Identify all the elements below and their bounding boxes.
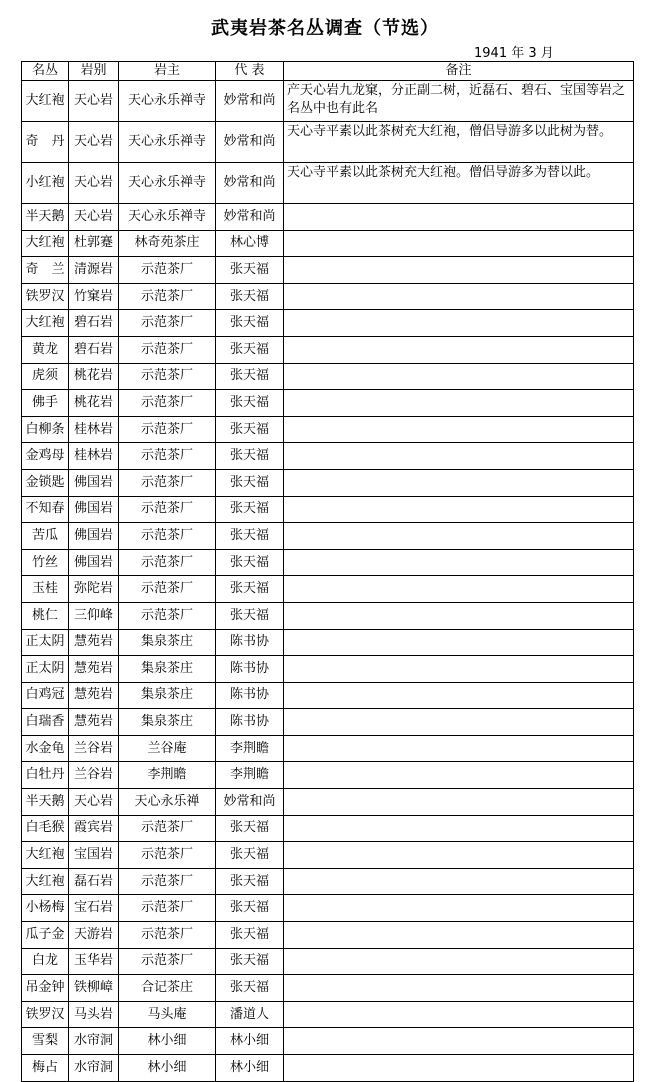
table-row: [22, 1001, 634, 1028]
header-cell-rock: 岩别: [69, 62, 119, 81]
cell-representative: 陈书协: [216, 682, 284, 709]
cell-tea-name: 不知春: [22, 496, 69, 523]
table-row: [22, 443, 634, 470]
cell-representative: 妙常和尚: [216, 163, 284, 204]
table-row: [22, 948, 634, 975]
cell-tea-name: 奇 兰: [22, 257, 69, 284]
cell-remarks: [284, 948, 634, 975]
cell-owner: 示范茶厂: [119, 496, 216, 523]
cell-representative: 林小细: [216, 1055, 284, 1082]
cell-remarks: [284, 469, 634, 496]
cell-representative: 妙常和尚: [216, 204, 284, 231]
cell-tea-name: 梅占: [22, 1055, 69, 1082]
cell-remarks: 天心寺平素以此茶树充大红袍。僧侣导游多为替以此。: [284, 163, 634, 204]
cell-representative: 妙常和尚: [216, 789, 284, 816]
cell-rock: 天心岩: [69, 163, 119, 204]
cell-remarks: [284, 735, 634, 762]
cell-tea-name: 水金龟: [22, 735, 69, 762]
header-cell-representative: 代 表: [216, 62, 284, 81]
cell-representative: 李荆瞻: [216, 735, 284, 762]
document-title: 武夷岩茶名丛调查（节选）: [211, 18, 439, 39]
cell-tea-name: 小红袍: [22, 163, 69, 204]
cell-remarks: [284, 390, 634, 417]
cell-representative: 张天福: [216, 390, 284, 417]
cell-remarks: [284, 1028, 634, 1055]
cell-rock: 慧苑岩: [69, 656, 119, 683]
cell-remarks: [284, 656, 634, 683]
cell-representative: 张天福: [216, 815, 284, 842]
cell-remarks: [284, 868, 634, 895]
cell-rock: 佛国岩: [69, 469, 119, 496]
cell-rock: 宝国岩: [69, 842, 119, 869]
cell-tea-name: 金鸡母: [22, 443, 69, 470]
cell-tea-name: 大红袍: [22, 81, 69, 122]
table-header-row: [22, 62, 634, 81]
cell-tea-name: 黄龙: [22, 336, 69, 363]
cell-rock: 竹窠岩: [69, 283, 119, 310]
cell-owner: 示范茶厂: [119, 416, 216, 443]
survey-date: 1941 年 3 月: [474, 46, 554, 61]
cell-owner: 示范茶厂: [119, 948, 216, 975]
cell-owner: 李荆瞻: [119, 762, 216, 789]
cell-owner: 天心永乐禅寺: [119, 122, 216, 163]
cell-owner: 天心永乐禅寺: [119, 163, 216, 204]
cell-tea-name: 瓜子金: [22, 922, 69, 949]
cell-representative: 潘道人: [216, 1001, 284, 1028]
cell-owner: 示范茶厂: [119, 257, 216, 284]
cell-tea-name: 桃仁: [22, 602, 69, 629]
cell-representative: 林心博: [216, 230, 284, 257]
cell-rock: 桃花岩: [69, 390, 119, 417]
cell-owner: 集泉茶庄: [119, 656, 216, 683]
cell-rock: 霞宾岩: [69, 815, 119, 842]
cell-representative: 李荆瞻: [216, 762, 284, 789]
cell-representative: 林小细: [216, 1028, 284, 1055]
header-cell-owner: 岩主: [119, 62, 216, 81]
cell-representative: 陈书协: [216, 709, 284, 736]
cell-rock: 弥陀岩: [69, 576, 119, 603]
cell-owner: 示范茶厂: [119, 922, 216, 949]
cell-rock: 天心岩: [69, 81, 119, 122]
cell-owner: 示范茶厂: [119, 576, 216, 603]
cell-rock: 铁柳嶂: [69, 975, 119, 1002]
cell-remarks: [284, 204, 634, 231]
cell-rock: 慧苑岩: [69, 682, 119, 709]
cell-rock: 天心岩: [69, 204, 119, 231]
cell-rock: 水帘洞: [69, 1028, 119, 1055]
cell-representative: 张天福: [216, 549, 284, 576]
cell-remarks: 天心寺平素以此茶树充大红袍，僧侣导游多以此树为替。: [284, 122, 634, 163]
cell-representative: 张天福: [216, 443, 284, 470]
cell-tea-name: 大红袍: [22, 868, 69, 895]
cell-remarks: [284, 682, 634, 709]
cell-tea-name: 金锁匙: [22, 469, 69, 496]
cell-owner: 示范茶厂: [119, 283, 216, 310]
cell-representative: 张天福: [216, 842, 284, 869]
cell-remarks: [284, 496, 634, 523]
cell-representative: 张天福: [216, 363, 284, 390]
cell-rock: 佛国岩: [69, 523, 119, 550]
cell-owner: 林小细: [119, 1055, 216, 1082]
cell-rock: 磊石岩: [69, 868, 119, 895]
cell-tea-name: 大红袍: [22, 842, 69, 869]
table-row: [22, 204, 634, 231]
cell-owner: 合记茶庄: [119, 975, 216, 1002]
cell-rock: 天心岩: [69, 789, 119, 816]
cell-owner: 林小细: [119, 1028, 216, 1055]
cell-representative: 张天福: [216, 576, 284, 603]
cell-tea-name: 奇 丹: [22, 122, 69, 163]
cell-owner: 示范茶厂: [119, 842, 216, 869]
cell-owner: 马头庵: [119, 1001, 216, 1028]
table-row: [22, 842, 634, 869]
cell-tea-name: 大红袍: [22, 230, 69, 257]
cell-remarks: 产天心岩九龙窠，分正副二树，近磊石、碧石、宝国等岩之名丛中也有此名: [284, 81, 634, 122]
cell-remarks: [284, 709, 634, 736]
cell-remarks: [284, 1055, 634, 1082]
cell-representative: 张天福: [216, 868, 284, 895]
cell-remarks: [284, 549, 634, 576]
cell-remarks: [284, 975, 634, 1002]
cell-remarks: [284, 576, 634, 603]
table-row: [22, 629, 634, 656]
cell-rock: 杜郭蹇: [69, 230, 119, 257]
cell-rock: 兰谷岩: [69, 735, 119, 762]
header-cell-name: 名丛: [22, 62, 69, 81]
table-row: [22, 895, 634, 922]
cell-owner: 示范茶厂: [119, 390, 216, 417]
cell-remarks: [284, 416, 634, 443]
cell-rock: 桂林岩: [69, 416, 119, 443]
cell-remarks: [284, 842, 634, 869]
cell-rock: 慧苑岩: [69, 629, 119, 656]
cell-tea-name: 白柳条: [22, 416, 69, 443]
table-row: [22, 656, 634, 683]
cell-rock: 玉华岩: [69, 948, 119, 975]
table-row: [22, 336, 634, 363]
cell-rock: 天游岩: [69, 922, 119, 949]
table-row: [22, 469, 634, 496]
cell-tea-name: 雪梨: [22, 1028, 69, 1055]
cell-owner: 兰谷庵: [119, 735, 216, 762]
cell-remarks: [284, 602, 634, 629]
cell-representative: 妙常和尚: [216, 122, 284, 163]
table-row: [22, 602, 634, 629]
table-row: [22, 709, 634, 736]
cell-tea-name: 半天鹅: [22, 789, 69, 816]
cell-representative: 张天福: [216, 310, 284, 337]
cell-remarks: [284, 336, 634, 363]
table-row: [22, 81, 634, 122]
tea-survey-table: [21, 61, 634, 1082]
cell-rock: 佛国岩: [69, 549, 119, 576]
cell-representative: 张天福: [216, 975, 284, 1002]
table-row: [22, 523, 634, 550]
cell-rock: 宝石岩: [69, 895, 119, 922]
cell-owner: 示范茶厂: [119, 336, 216, 363]
cell-rock: 桃花岩: [69, 363, 119, 390]
cell-remarks: [284, 230, 634, 257]
cell-owner: 示范茶厂: [119, 363, 216, 390]
table-row: [22, 122, 634, 163]
cell-tea-name: 小杨梅: [22, 895, 69, 922]
table-row: [22, 416, 634, 443]
cell-rock: 马头岩: [69, 1001, 119, 1028]
cell-tea-name: 白瑞香: [22, 709, 69, 736]
cell-representative: 张天福: [216, 948, 284, 975]
cell-owner: 示范茶厂: [119, 868, 216, 895]
cell-owner: 示范茶厂: [119, 523, 216, 550]
cell-remarks: [284, 815, 634, 842]
cell-owner: 林奇苑茶庄: [119, 230, 216, 257]
cell-remarks: [284, 523, 634, 550]
cell-rock: 慧苑岩: [69, 709, 119, 736]
cell-representative: 妙常和尚: [216, 81, 284, 122]
cell-rock: 天心岩: [69, 122, 119, 163]
cell-tea-name: 苦瓜: [22, 523, 69, 550]
cell-representative: 陈书协: [216, 656, 284, 683]
cell-representative: 张天福: [216, 602, 284, 629]
cell-representative: 张天福: [216, 523, 284, 550]
cell-tea-name: 佛手: [22, 390, 69, 417]
cell-tea-name: 半天鹅: [22, 204, 69, 231]
cell-representative: 张天福: [216, 257, 284, 284]
table-row: [22, 496, 634, 523]
cell-owner: 示范茶厂: [119, 310, 216, 337]
table-row: [22, 762, 634, 789]
cell-rock: 佛国岩: [69, 496, 119, 523]
table-row: [22, 922, 634, 949]
cell-representative: 张天福: [216, 922, 284, 949]
cell-tea-name: 白牡丹: [22, 762, 69, 789]
table-row: [22, 682, 634, 709]
header-cell-remarks: 备注: [284, 62, 634, 81]
cell-owner: 示范茶厂: [119, 815, 216, 842]
cell-tea-name: 白毛猴: [22, 815, 69, 842]
cell-owner: 示范茶厂: [119, 549, 216, 576]
table-row: [22, 230, 634, 257]
cell-tea-name: 正太阴: [22, 629, 69, 656]
cell-tea-name: 白龙: [22, 948, 69, 975]
cell-rock: 清源岩: [69, 257, 119, 284]
cell-representative: 张天福: [216, 496, 284, 523]
table-row: [22, 868, 634, 895]
cell-rock: 碧石岩: [69, 336, 119, 363]
cell-owner: 示范茶厂: [119, 895, 216, 922]
cell-rock: 桂林岩: [69, 443, 119, 470]
cell-representative: 陈书协: [216, 629, 284, 656]
cell-owner: 天心永乐禅寺: [119, 81, 216, 122]
table-row: [22, 283, 634, 310]
table-row: [22, 390, 634, 417]
cell-remarks: [284, 1001, 634, 1028]
cell-owner: 示范茶厂: [119, 443, 216, 470]
cell-tea-name: 铁罗汉: [22, 1001, 69, 1028]
cell-tea-name: 虎须: [22, 363, 69, 390]
cell-remarks: [284, 363, 634, 390]
table-row: [22, 310, 634, 337]
cell-tea-name: 玉桂: [22, 576, 69, 603]
cell-remarks: [284, 257, 634, 284]
cell-remarks: [284, 629, 634, 656]
table-row: [22, 576, 634, 603]
cell-owner: 集泉茶庄: [119, 682, 216, 709]
table-row: [22, 257, 634, 284]
cell-representative: 张天福: [216, 416, 284, 443]
cell-owner: 天心永乐禅寺: [119, 204, 216, 231]
cell-tea-name: 大红袍: [22, 310, 69, 337]
table-row: [22, 363, 634, 390]
table-row: [22, 815, 634, 842]
cell-owner: 示范茶厂: [119, 602, 216, 629]
cell-rock: 水帘洞: [69, 1055, 119, 1082]
cell-remarks: [284, 283, 634, 310]
cell-representative: 张天福: [216, 469, 284, 496]
cell-tea-name: 竹丝: [22, 549, 69, 576]
cell-owner: 天心永乐禅: [119, 789, 216, 816]
cell-representative: 张天福: [216, 895, 284, 922]
cell-tea-name: 正太阴: [22, 656, 69, 683]
cell-owner: 示范茶厂: [119, 469, 216, 496]
table-row: [22, 1028, 634, 1055]
table-row: [22, 1055, 634, 1082]
cell-tea-name: 铁罗汉: [22, 283, 69, 310]
cell-rock: 三仰峰: [69, 602, 119, 629]
cell-representative: 张天福: [216, 283, 284, 310]
cell-rock: 碧石岩: [69, 310, 119, 337]
cell-remarks: [284, 443, 634, 470]
cell-remarks: [284, 922, 634, 949]
cell-remarks: [284, 789, 634, 816]
cell-owner: 集泉茶庄: [119, 629, 216, 656]
table-row: [22, 975, 634, 1002]
cell-remarks: [284, 310, 634, 337]
cell-remarks: [284, 762, 634, 789]
cell-tea-name: 吊金钟: [22, 975, 69, 1002]
table-row: [22, 735, 634, 762]
cell-rock: 兰谷岩: [69, 762, 119, 789]
cell-representative: 张天福: [216, 336, 284, 363]
table-row: [22, 789, 634, 816]
cell-owner: 集泉茶庄: [119, 709, 216, 736]
cell-remarks: [284, 895, 634, 922]
table-row: [22, 549, 634, 576]
table-row: [22, 163, 634, 204]
cell-tea-name: 白鸡冠: [22, 682, 69, 709]
